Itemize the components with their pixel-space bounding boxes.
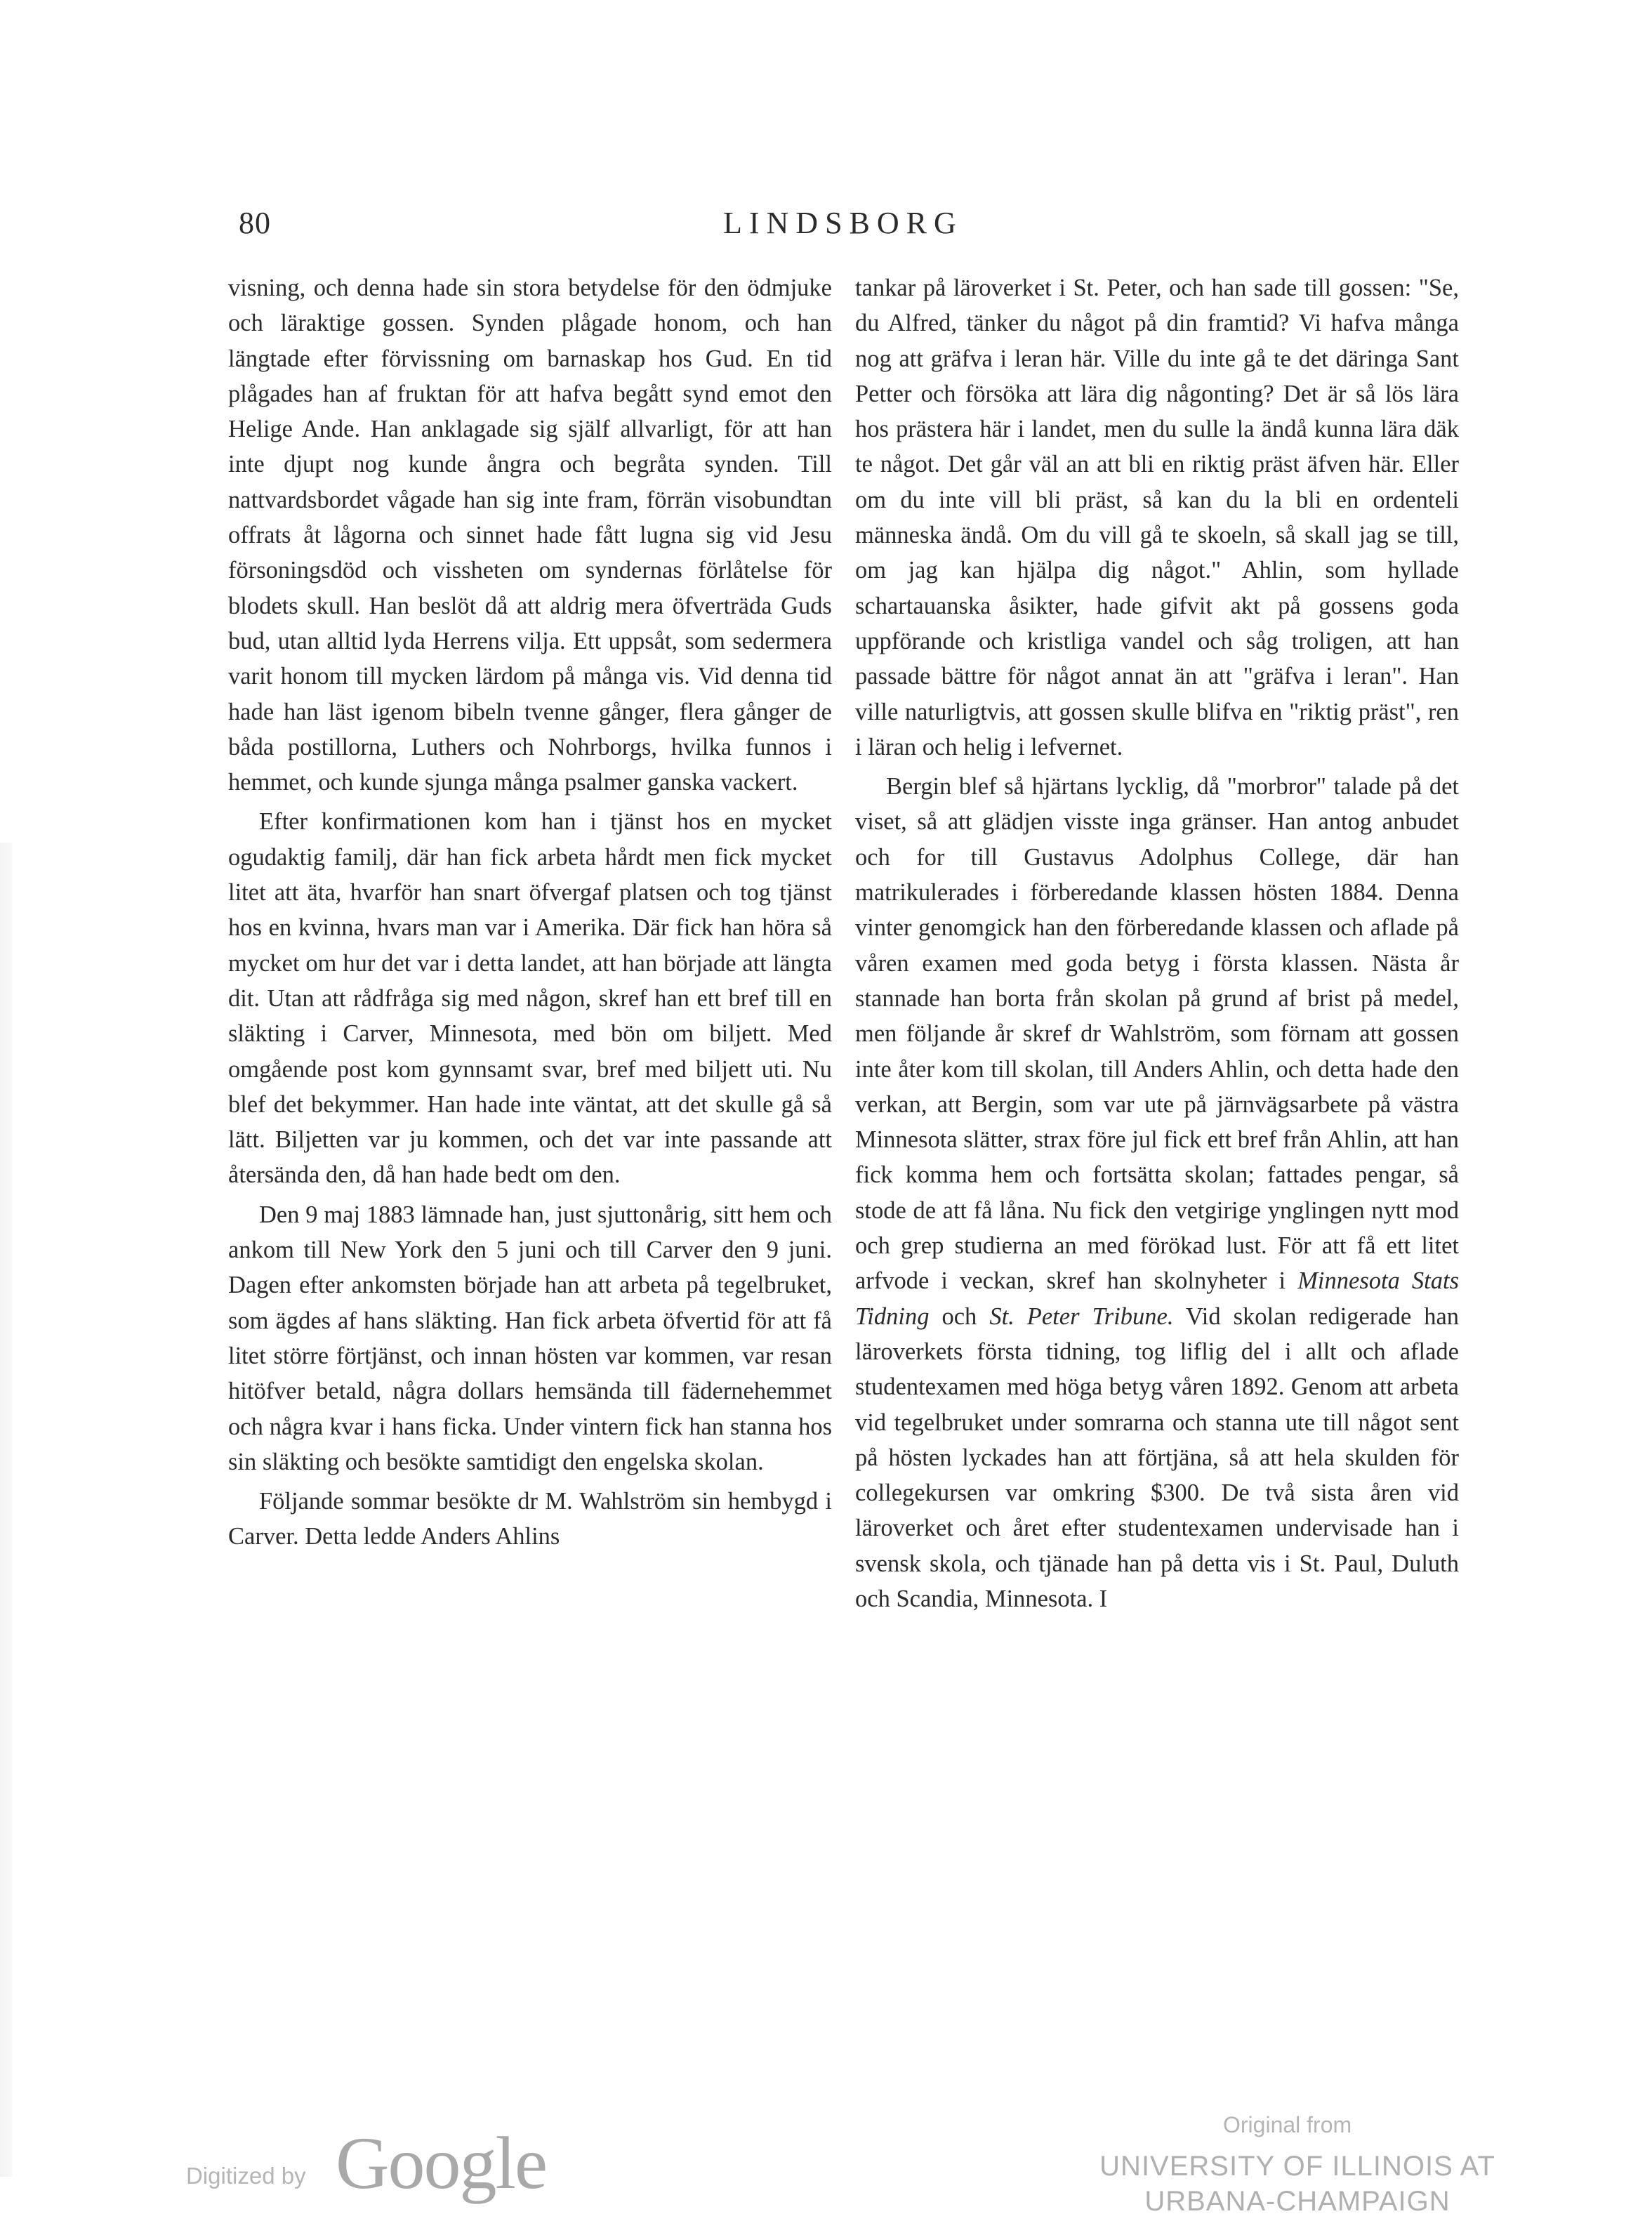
paragraph: Efter konfirmationen kom han i tjänst hos en mycket ogudaktig familj, där han fick arbeta hårdt men fick mycket litet att äta, hvarför han snart öfvergaf platsen och tog tjänst hos en kvinna, hvars man var i Amerika. Där fick han höra så mycket om hur det var i detta landet, att han började att längta dit. Utan att rådfråga sig med någon, skref han ett bref till en släkting i Carver, Minnesota, med bön om biljett. Med omgående post kom gynnsamt svar, bref med biljett uti. Nu blef det bekymmer. Han hade inte väntat, att det skulle gå så lätt. Biljetten var ju kommen, och det var inte passande att återsända den, då han hade bedt om den. <box>228 808 832 1189</box>
left-column <box>228 270 832 1555</box>
paragraph: visning, och denna hade sin stora betydelse för den ödmjuke och läraktige gossen. Synden plågade honom, och han längtade efter förvissning om barnaskap hos Gud. En tid plågades han af fruktan för att hafva begått synd emot den Helige Ande. Han anklagade sig själf allvarligt, för att han inte djupt nog kunde ångra och begråta synden. Till nattvardsbordet vågade han sig inte fram, förrän visobundtan offrats åt lågorna och sinnet hade fått lugna sig vid Jesu försoningsdöd och vissheten om syndernas förlåtelse för blodets skull. Han beslöt då att aldrig mera öfverträda Guds bud, utan alltid lyda Herrens vilja. Ett uppsåt, som sedermera varit honom till mycken lärdom på många vis. Vid denna tid hade han läst igenom bibeln tvenne gånger, flera gånger de båda postillorna, Luthers och Nohrborgs, hvilka funnos i hemmet, och kunde sjunga många psalmer ganska vackert. <box>228 275 832 796</box>
newspaper-title: Minnesota Stats Tidning <box>855 1267 1460 1330</box>
digitized-by-label: Digitized by <box>186 2163 306 2189</box>
paragraph: Den 9 maj 1883 lämnade han, just sjuttonårig, sitt hem och ankom till New York den 5 juni och till Carver den 9 juni. Dagen efter ankomsten började han att arbeta på tegelbruket, som ägdes af hans släkting. Han fick arbeta öfvertid för att få litet större förtjänst, och innan hösten var kommen, var resan hitöfver betald, några dollars hemsända till fädernehemmet och några kvar i hans ficka. Under vintern fick han stanna hos sin släkting och besökte samtidigt den engelska skolan. <box>228 1201 832 1475</box>
paragraph-text: Vid skolan redigerade han läroverkets första tidning, tog liflig del i allt och aflade studentexamen med höga betyg våren 1892. Genom att arbeta vid tegelbruket under somrarna och stanna ute till något sent på hösten lyckades han att förtjäna, så att hela skulden för collegekursen var omkring $300. De två sista åren vid läroverket och året efter studentexamen undervisade han i svensk skola, och tjänade han på detta vis i St. Paul, Duluth och Scandia, Minnesota. I <box>855 1303 1460 1612</box>
paragraph-text: Bergin blef så hjärtans lycklig, då "morbror" talade på det viset, så att glädjen visste inga gränser. Han antog anbudet och for till Gustavus Adolphus College, där han matrikulerades i förberedande klassen hösten 1884. Denna vinter genomgick han den förberedande klassen och aflade på våren examen med goda betyg i första klassen. Nästa år stannade han borta från skolan på grund af brist på medel, men följande år skref dr Wahlström, som förnam att gossen inte åter kom till skolan, till Anders Ahlin, och detta hade den verkan, att Bergin, som var ute på järnvägsarbete på västra Minnesota slätter, strax före jul fick ett bref från Ahlin, att han fick komma hem och fortsätta skolan; fattades pengar, så stode de att få låna. Nu fick den vetgirige ynglingen nytt mod och grep studierna an med förökad lust. För att få ett litet arfvode i veckan, skref han skolnyheter i <box>855 773 1459 1295</box>
page-number: 80 <box>239 206 271 240</box>
paragraph: Följande sommar besökte dr M. Wahlström sin hembygd i Carver. Detta ledde Anders Ahlins <box>228 1488 832 1550</box>
running-title: LINDSBORG <box>723 206 963 240</box>
original-from-label: Original from <box>1223 2112 1352 2137</box>
newspaper-title: St. Peter Tribune. <box>989 1303 1174 1330</box>
paragraph <box>855 769 1459 1616</box>
institution-label <box>1087 2149 1508 2219</box>
paragraph-text: och <box>941 1303 977 1330</box>
google-logo: Google <box>336 2122 547 2204</box>
scan-edge-watermark <box>0 843 13 2177</box>
institution-line: URBANA-CHAMPAIGN <box>1144 2186 1451 2217</box>
paragraph: tankar på läroverket i St. Peter, och han sade till gossen: "Se, du Alfred, tänker du något på din framtid? Vi hafva många nog att gräfva i leran här. Ville du inte gå te det däringa Sant Petter och försöka att lära dig någonting? Det är så lös lära hos prästera här i landet, men du sulle la ändå kunna lära däk te något. Det går väl an att bli en riktig präst äfven här. Eller om du inte vill bli präst, så kan du la bli en ordenteli männeska ändå. Om du vill gå te skoeln, så skall jag se till, om jag kan hjälpa dig något." Ahlin, som hyllade schartauanska åsikter, hade gifvit akt på gossens goda uppförande och kristliga vandel och såg troligen, att han passade bättre för något annat än att "gräfva i leran". Han ville naturligtvis, att gossen skulle blifva en "riktig präst", ren i läran och helig i lefvernet. <box>855 275 1459 760</box>
right-column <box>855 270 1459 1616</box>
institution-line: UNIVERSITY OF ILLINOIS AT <box>1099 2151 1495 2182</box>
